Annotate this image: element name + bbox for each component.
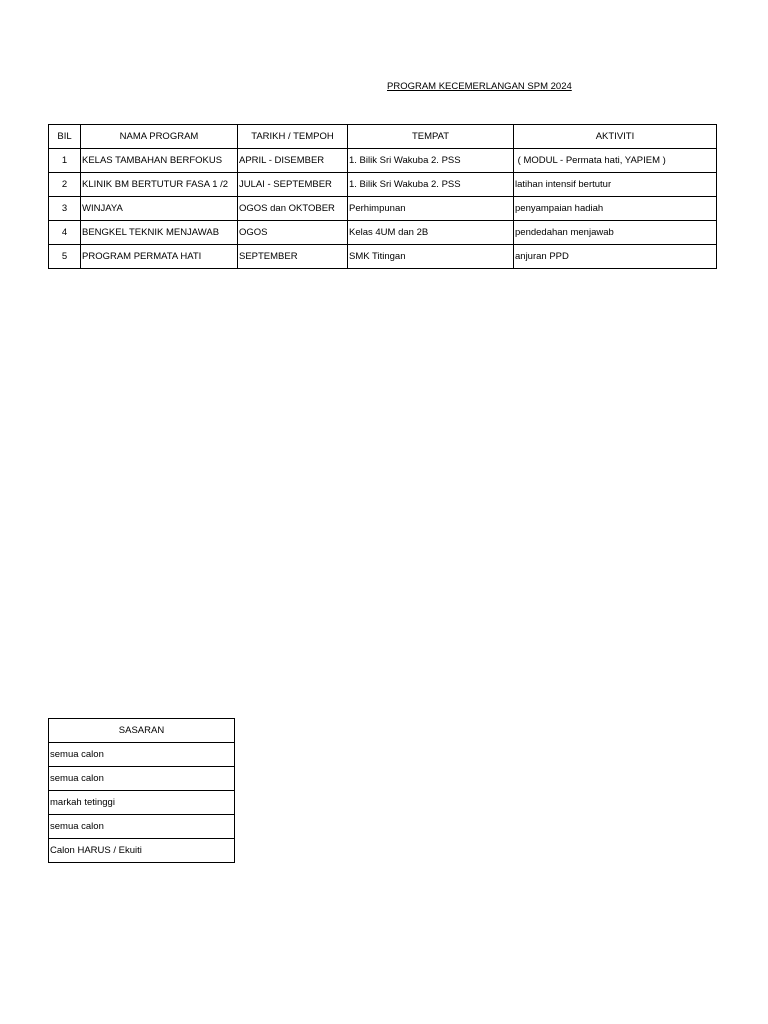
cell-bil: 5	[49, 245, 81, 269]
cell-nama-program: BENGKEL TEKNIK MENJAWAB	[81, 221, 238, 245]
cell-aktiviti: penyampaian hadiah	[514, 197, 717, 221]
table-row	[49, 149, 717, 173]
header-sasaran: SASARAN	[49, 719, 235, 743]
cell-bil: 2	[49, 173, 81, 197]
table-row	[49, 743, 235, 767]
sasaran-table	[48, 718, 235, 863]
table-row	[49, 173, 717, 197]
cell-bil: 1	[49, 149, 81, 173]
cell-sasaran: semua calon	[49, 815, 235, 839]
page-title: PROGRAM KECEMERLANGAN SPM 2024	[387, 81, 572, 92]
cell-sasaran: Calon HARUS / Ekuiti	[49, 839, 235, 863]
cell-aktiviti: latihan intensif bertutur	[514, 173, 717, 197]
cell-tarikh: SEPTEMBER	[238, 245, 348, 269]
cell-nama-program: KELAS TAMBAHAN BERFOKUS	[81, 149, 238, 173]
header-bil: BIL	[49, 125, 81, 149]
cell-nama-program: PROGRAM PERMATA HATI	[81, 245, 238, 269]
cell-tarikh: JULAI - SEPTEMBER	[238, 173, 348, 197]
cell-sasaran: semua calon	[49, 767, 235, 791]
table-row	[49, 221, 717, 245]
table-header-row	[49, 719, 235, 743]
cell-bil: 4	[49, 221, 81, 245]
cell-sasaran: markah tetinggi	[49, 791, 235, 815]
cell-aktiviti: ( MODUL - Permata hati, YAPIEM )	[514, 149, 717, 173]
table-header-row	[49, 125, 717, 149]
table-row	[49, 815, 235, 839]
header-tarikh-tempoh: TARIKH / TEMPOH	[238, 125, 348, 149]
cell-tempat: 1. Bilik Sri Wakuba 2. PSS	[348, 149, 514, 173]
cell-sasaran: semua calon	[49, 743, 235, 767]
cell-tarikh: OGOS	[238, 221, 348, 245]
table-row	[49, 197, 717, 221]
cell-tarikh: OGOS dan OKTOBER	[238, 197, 348, 221]
cell-nama-program: KLINIK BM BERTUTUR FASA 1 /2	[81, 173, 238, 197]
cell-tempat: SMK Titingan	[348, 245, 514, 269]
header-aktiviti: AKTIVITI	[514, 125, 717, 149]
cell-nama-program: WINJAYA	[81, 197, 238, 221]
cell-tempat: 1. Bilik Sri Wakuba 2. PSS	[348, 173, 514, 197]
cell-aktiviti: anjuran PPD	[514, 245, 717, 269]
table-row	[49, 839, 235, 863]
cell-tarikh: APRIL - DISEMBER	[238, 149, 348, 173]
table-row	[49, 791, 235, 815]
cell-tempat: Kelas 4UM dan 2B	[348, 221, 514, 245]
cell-bil: 3	[49, 197, 81, 221]
cell-aktiviti: pendedahan menjawab	[514, 221, 717, 245]
table-row	[49, 245, 717, 269]
header-nama-program: NAMA PROGRAM	[81, 125, 238, 149]
header-tempat: TEMPAT	[348, 125, 514, 149]
table-row	[49, 767, 235, 791]
program-table	[48, 124, 717, 269]
cell-tempat: Perhimpunan	[348, 197, 514, 221]
